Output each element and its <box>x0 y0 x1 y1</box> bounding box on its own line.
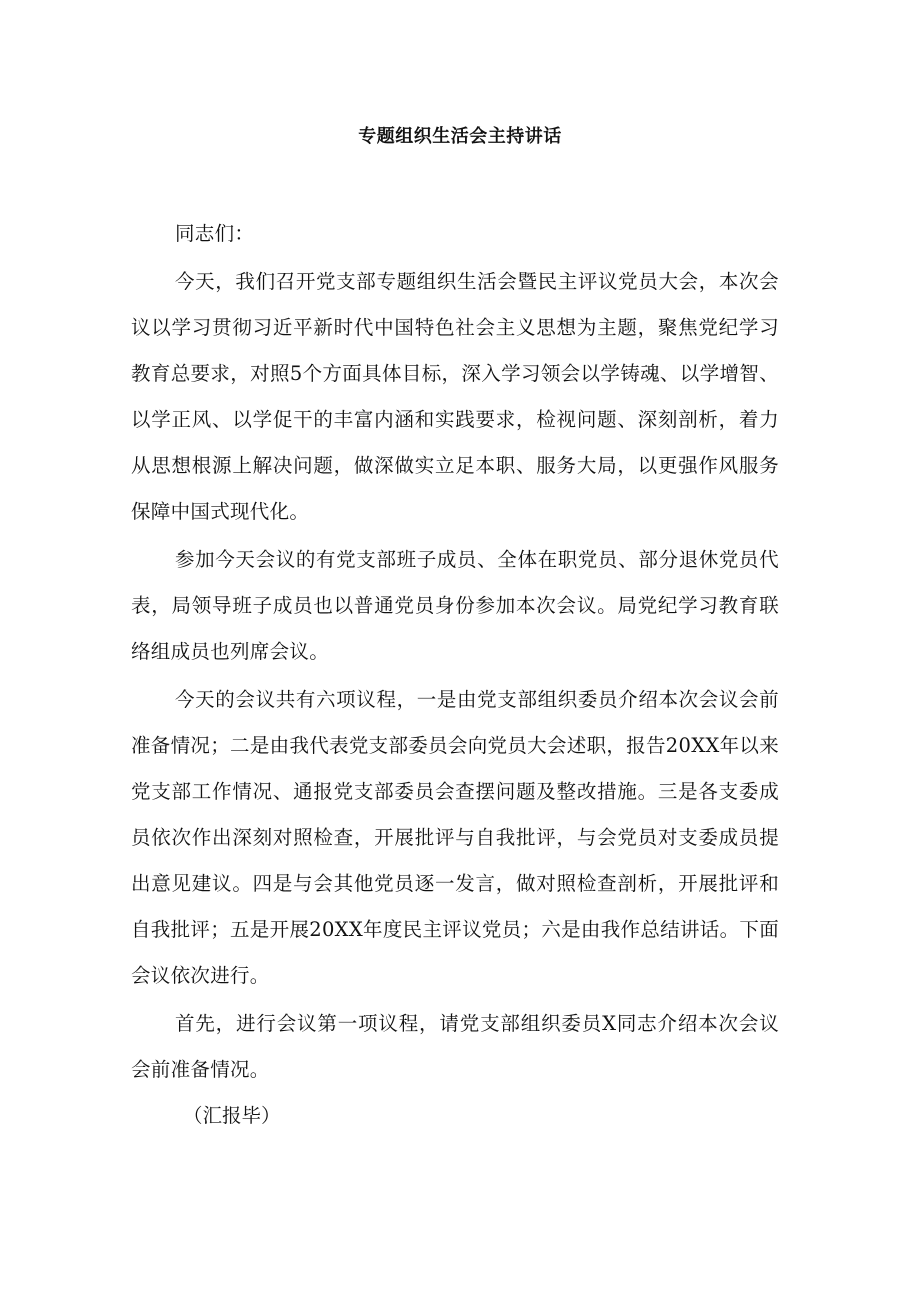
paragraph-opening: 今天，我们召开党支部专题组织生活会暨民主评议党员大会，本次会议以学习贯彻习近平新时代中国特色社会主义思想为主题，聚焦党纪学习教育总要求，对照5个方面具体目标，深入学习领会以学铸魂、以学增智、以学正风、以学促干的丰富内涵和实践要求，检视问题、深刻剖析，着力从思想根源上解决问题，做深做实立足本职、服务大局，以更强作风服务保障中国式现代化。 <box>131 270 779 523</box>
paragraph-agenda: 今天的会议共有六项议程，一是由党支部组织委员介绍本次会议会前准备情况；二是由我代表党支部委员会向党员大会述职，报告20XX年以来党支部工作情况、通报党支部委员会查摆问题及整改措施。三是各支委成员依次作出深刻对照检查，开展批评与自我批评，与会党员对支委成员提出意见建议。四是与会其他党员逐一发言，做对照检查剖析，开展批评和自我批评；五是开展20XX年度民主评议党员；六是由我作总结讲话。下面会议依次进行。 <box>131 688 779 987</box>
paragraph-attendees: 参加今天会议的有党支部班子成员、全体在职党员、部分退休党员代表，局领导班子成员也以普通党员身份参加本次会议。局党纪学习教育联络组成员也列席会议。 <box>131 548 779 663</box>
document-title: 专题组织生活会主持讲话 <box>358 126 562 147</box>
report-finished-note: （汇报毕） <box>183 1104 281 1127</box>
paragraph-first-item: 首先，进行会议第一项议程，请党支部组织委员X同志介绍本次会议会前准备情况。 <box>131 1012 779 1081</box>
document-body <box>131 211 779 1139</box>
salutation: 同志们： <box>175 222 255 245</box>
